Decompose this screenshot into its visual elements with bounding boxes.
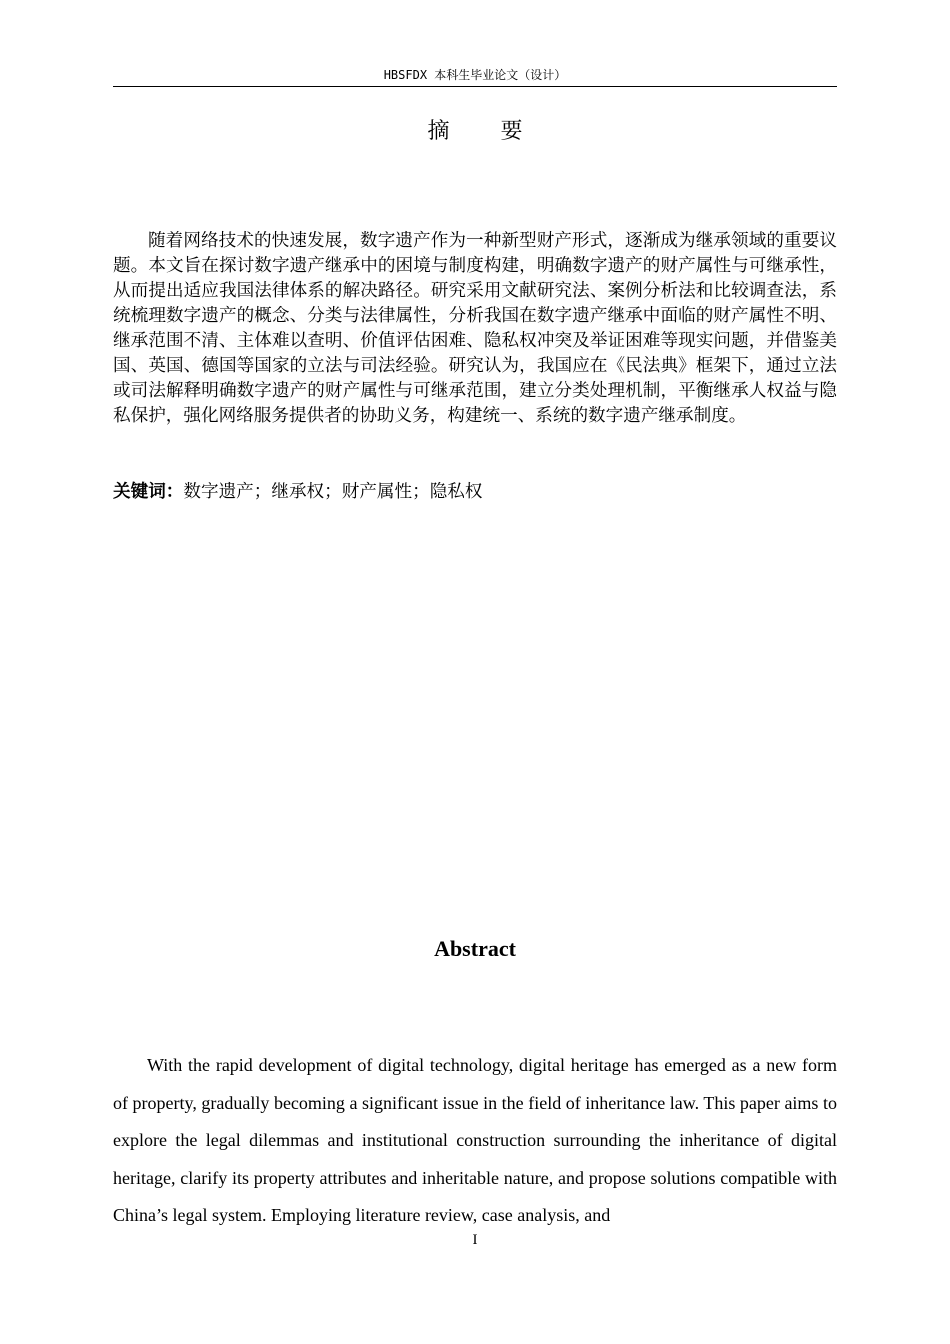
chinese-abstract-title: 摘 要 xyxy=(427,119,545,144)
english-abstract-title: Abstract xyxy=(434,936,516,961)
keywords-label: 关键词： xyxy=(113,482,184,502)
page-header: HBSFDX 本科生毕业论文（设计） xyxy=(113,64,837,87)
english-abstract-body: With the rapid development of digital technology, digital heritage has emerged as a new form of property, gradually becoming a significant issue in the field of inheritance law. This paper aims to explore the legal dilemmas and institutional construction surrounding the inheritance of digital heritage, clarify its property attributes and inheritable nature, and propose solutions compatible with China’s legal system. Employing literature review, case analysis, and xyxy=(113,1055,837,1225)
page-number: I xyxy=(472,1232,478,1248)
chinese-abstract-body: 随着网络技术的快速发展，数字遗产作为一种新型财产形式，逐渐成为继承领域的重要议题。本文旨在探讨数字遗产继承中的困境与制度构建，明确数字遗产的财产属性与可继承性，从而提出适应我国法律体系的解决路径。研究采用文献研究法、案例分析法和比较调查法，系统梳理数字遗产的概念、分类与法律属性，分析我国在数字遗产继承中面临的财产属性不明、继承范围不清、主体难以查明、价值评估困难、隐私权冲突及举证困难等现实问题，并借鉴美国、英国、德国等国家的立法与司法经验。研究认为，我国应在《民法典》框架下，通过立法或司法解释明确数字遗产的财产属性与可继承范围，建立分类处理机制，平衡继承人权益与隐私保护，强化网络服务提供者的协助义务，构建统一、系统的数字遗产继承制度。 xyxy=(113,231,837,426)
keywords-line xyxy=(113,480,837,505)
keywords-text: 数字遗产；继承权；财产属性；隐私权 xyxy=(183,482,483,502)
